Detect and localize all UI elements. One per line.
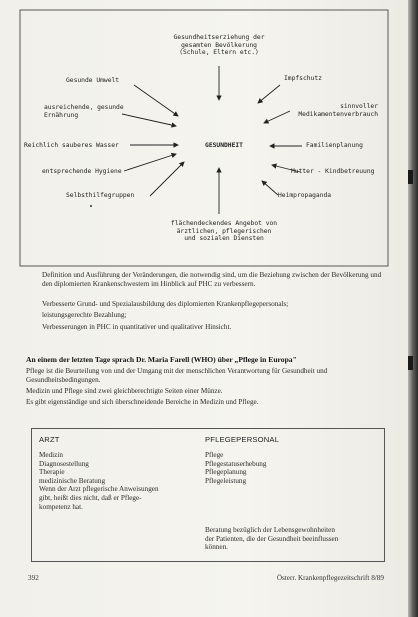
section-paragraph: Es gibt eigenständige und sich überschneidende Bereiche in Medizin und Pflege.	[26, 398, 259, 406]
list-item: kompetenz hat.	[39, 502, 83, 511]
list-item: Pflege	[205, 451, 224, 459]
list-item: Therapie	[39, 468, 65, 477]
journal-title: Österr. Krankenpflegezeitschrift 8/89	[276, 574, 384, 582]
edge-mark	[408, 356, 413, 370]
diagram-node-right-5: Heimpropaganda	[278, 192, 332, 199]
arzt-list	[39, 451, 159, 511]
diagram-node-left-1: Gesunde Umwelt	[66, 77, 120, 84]
diagram-node-bottom: flächendeckendes Angebot von ärztlichen, pflegerischen und sozialen Diensten	[170, 220, 278, 243]
diagram-node-right-1: Impfschutz	[284, 75, 322, 82]
diagram-dot	[90, 205, 92, 207]
diagram-node-right-3: Familienplanung	[306, 142, 363, 149]
health-diagram	[0, 0, 418, 270]
section-heading: An einem der letzten Tage sprach Dr. Maria Farell (WHO) über „Pflege in Europa"	[26, 355, 297, 364]
diagram-node-top: Gesundheitserziehung der gesamten Bevölkerung (Schule, Eltern etc.)	[173, 34, 265, 57]
list-item: Pflegeplanung	[205, 468, 247, 477]
list-item: Pflegeleistung	[205, 476, 247, 485]
list-item: Medizin	[39, 451, 63, 459]
list-item: medizinische Beratung	[39, 476, 106, 485]
page-number: 392	[28, 574, 39, 582]
diagram-node-right-4: Mutter - Kindbetreuung	[291, 168, 375, 175]
diagram-node-center: GESUNDHEIT	[205, 142, 243, 149]
section-paragraph: Pflege ist die Beurteilung von und der Umgang mit der menschlichen Verantwortung für Gesundheit und Gesundheitsbedingungen.	[26, 367, 328, 384]
bullet-item: leistungsgerechte Bezahlung;	[42, 311, 127, 319]
pflege-note: Beratung bezüglich der Lebensgewohnheiten der Patienten, die der Gesundheit beeinflussen können.	[205, 526, 339, 552]
column-header-pflegepersonal: PFLEGEPERSONAL	[205, 435, 280, 444]
diagram-node-left-3: Reichlich sauberes Wasser	[24, 142, 119, 149]
list-item: Pflegestatuserhebung	[205, 459, 267, 468]
section-paragraph: Medizin und Pflege sind zwei gleichberechtigte Seiten einer Münze.	[26, 387, 223, 395]
column-header-arzt: ARZT	[39, 435, 60, 444]
diagram-node-left-4: entsprechende Hygiene	[42, 168, 122, 175]
diagram-node-left-2: ausreichende, gesunde Ernährung	[44, 104, 124, 119]
bullet-item: Definition und Ausführung der Veränderungen, die notwendig sind, um die Beziehung zwischen der Bevölkerung und den diplomierten Krankenschwestern im Hinblick auf PHC zu verbessern.	[42, 271, 382, 288]
list-item: Diagnosestellung	[39, 459, 89, 468]
diagram-node-right-2: sinnvoller Medikamentenverbrauch	[298, 103, 378, 118]
diagram-node-left-5: Selbsthilfegruppen	[66, 192, 135, 199]
comparison-box	[31, 428, 385, 562]
bullet-item: Verbesserungen in PHC in quantitativer und qualitativer Hinsicht.	[42, 323, 232, 331]
list-item: Wenn der Arzt pflegerische Anweisungen	[39, 485, 159, 494]
list-item: gibt, heißt dies nicht, daß er Pflege-	[39, 493, 142, 502]
bullet-item: Verbesserte Grund- und Spezialausbildung des diplomierten Krankenpflegepersonals;	[42, 300, 289, 308]
pflege-list	[205, 451, 266, 485]
